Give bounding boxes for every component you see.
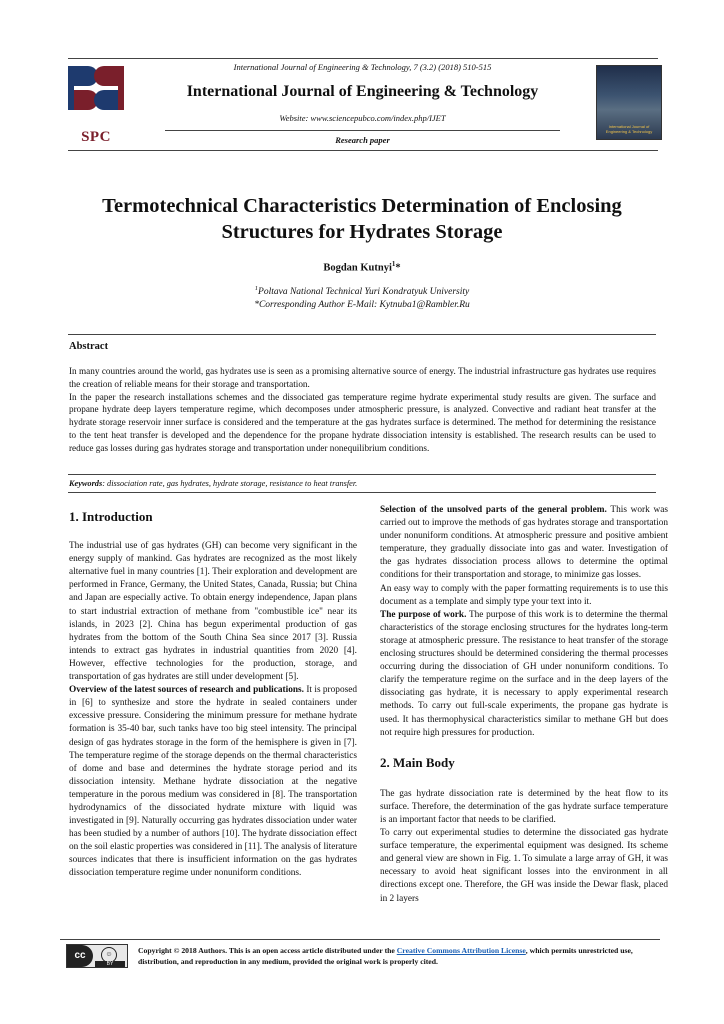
- affiliation-line-2: *Corresponding Author E-Mail: Kytnuba1@Rambler.Ru: [254, 299, 470, 310]
- right-paragraph-3-text: The purpose of this work is to determine the thermal characteristics of the storage enclosing structures for the hydrates long-term storage at atmospheric pressure. The resistance to heat transfer of the storage enclosing structures should be determined considering the thermal processes occurring during the dissociation of GH under nonuniform conditions. To clarify the temperature regime on the surface and in the deep layers of the dissociating gas hydrate, it is necessary to apply experimental research methods. To carry out full-scale experiments, the propane gas hydrate is used. It has thermophysical characteristics similar to methane GH but does not require high pressures for production.: [380, 609, 668, 738]
- right-paragraph-3: [380, 609, 668, 740]
- intro-paragraph-1: The industrial use of gas hydrates (GH) can become very significant in the energy supply of mankind. Gas hydrates are recognized as the most likely alternative fuel in many countries [1]. Their exploration and development are performed in France, Germany, the United States, Canada, Russia; but China and Japan are especially active. To obtain energy independence, Japan plans to start industrial extraction of methane from "combustible ice" near its islands, in 2023 [2]. China has begun experimental production of gas hydrates from the bottom of the South China Sea since 2017 [3]. Russia intends to extract gas hydrates in industrial quantities from 2020 [4]. However, effective technologies for the production, storage, and transportation of gas hydrates are still under development [5].: [69, 541, 357, 683]
- intro-paragraph-2-bold: Overview of the latest sources of research and publications.: [69, 685, 304, 696]
- person-icon: ☺: [101, 947, 117, 963]
- header-bottom-rule: [68, 150, 658, 151]
- keywords-label: Keywords: [69, 479, 103, 488]
- left-column: [69, 510, 357, 881]
- author-superscript: 1: [391, 260, 396, 268]
- intro-paragraph-2-text: It is proposed in [6] to synthesize and store the hydrate in sealed containers under excessive pressure. Considering the minimum pressure for methane hydrate formation is 35-40 bar, such tanks have too big steel intensity. The principal design of gas hydrates storage in the form of the hemisphere is given in [7]. The temperature regime of the storage depends on the thermal characteristics of dome and base and determines the hydrate storage period and its dissociation intensity. Methane hydrate dissociation at the negative temperature in the porous medium was considered in [8]. The transportation hydrodynamics of the dissociated hydrate mixture with liquid was investigated in [9]. Naturally occurring gas hydrates dissociation under water has been studied by a number of authors [10]. The hydrate dissociation effect on the soil elastic properties was considered in [11]. The analysis of literature sources indicates that there is insufficient information on the gas hydrates dissociation temperature regime under nonuniform conditions.: [69, 685, 357, 879]
- affiliation: [150, 283, 574, 311]
- header-top-rule: [68, 58, 658, 59]
- header-inner-rule: [165, 130, 560, 131]
- author-name: [200, 260, 524, 274]
- keywords-text: : dissociation rate, gas hydrates, hydrate storage, resistance to heat transfer.: [102, 479, 358, 488]
- abstract-paragraph-2: In the paper the research installations schemes and the dissociated gas temperature regime hydrate experimental study results are given. The surface and propane hydrate deep layers temperature regime, which decomposes under atmospheric pressure, is analyzed. Convective and radiant heat transfer at the hydrate storage reservoir inner surface is considered and the temperature at the gas hydrates surface is determined. The method for determining the resistance to the tent heat transfer is developed and the dependence for the propane hydrate dissociation intensity is established. The research results can be used to reduce gas losses during gas hydrates storage and transportation under nonequilibrium conditions.: [69, 391, 656, 453]
- copyright-text-b: , which permits unrestricted use, distribution, and reproduction in any medium, provided the original work is properly cited.: [138, 946, 633, 966]
- cc-badge-text: cc: [67, 945, 93, 967]
- author-name-text: Bogdan Kutnyi: [323, 262, 392, 274]
- right-paragraph-2: An easy way to comply with the paper formatting requirements is to use this document as a template and simply type your text into it.: [380, 583, 668, 607]
- journal-cover-image: [596, 65, 662, 140]
- right-paragraph-1: [380, 504, 668, 583]
- journal-title: International Journal of Engineering & Technology: [186, 83, 539, 100]
- right-column: [380, 504, 668, 906]
- intro-paragraph-2: [69, 684, 357, 880]
- keywords-bottom-rule: [68, 492, 656, 493]
- affiliation-line-1: Poltava National Technical Yuri Kondratyuk University: [258, 287, 470, 298]
- affiliation-superscript: 1: [254, 285, 259, 292]
- paper-type-label: Research paper: [335, 135, 390, 145]
- right-paragraph-1-bold: Selection of the unsolved parts of the general problem.: [380, 505, 607, 515]
- section-2-heading: 2. Main Body: [380, 754, 455, 770]
- keywords: [69, 479, 656, 488]
- right-paragraph-3-bold: The purpose of work.: [380, 609, 467, 620]
- paper-title-line-1: Termotechnical Characteristics Determination of Enclosing: [102, 195, 622, 217]
- abstract-bottom-rule: [68, 474, 656, 475]
- license-link[interactable]: Creative Commons Attribution License: [396, 946, 526, 955]
- abstract-paragraph-1: In many countries around the world, gas hydrates use is seen as a promising alternative source of energy. The industrial infrastructure gas hydrates use requires the creation of reliable means for their storage and transportation.: [69, 366, 656, 389]
- creative-commons-badge: [66, 944, 128, 968]
- abstract-top-rule: [68, 334, 656, 335]
- section-1-heading: 1. Introduction: [69, 509, 153, 524]
- journal-citation-line: International Journal of Engineering & Technology, 7 (3.2) (2018) 510-515: [233, 62, 492, 72]
- copyright-text-a: Copyright © 2018 Authors. This is an open access article distributed under the: [138, 946, 397, 955]
- cover-title: International Journal of Engineering & Technology: [605, 124, 653, 134]
- abstract-body: [69, 365, 656, 455]
- paper-title-line-2: Structures for Hydrates Storage: [221, 221, 503, 243]
- right-paragraph-1-text: This work was carried out to improve the methods of gas hydrates storage and transportation under nonuniform conditions. At atmospheric pressure and positive ambient temperature, they gradually dissociate into gas and water. Investigation of the gas hydrates dissociation process allows to determine the optimal conditions for their transportation and storage, to minimize gas losses.: [380, 505, 668, 581]
- footer-rule: [60, 939, 660, 940]
- author-corresponding-mark: *: [395, 262, 401, 274]
- journal-website: Website: www.sciencepubco.com/index.php/IJET: [279, 113, 446, 123]
- main-body-paragraph-2: To carry out experimental studies to determine the dissociated gas hydrate surface temperature, the experimental equipment was designed. Its scheme and general view are shown in Fig. 1. To simulate a large array of GH, it was necessary to avoid heat significant losses into the environment in all directions except one. Therefore, the GH was inside the Dewar flask, placed in 2 layers: [380, 828, 668, 904]
- copyright-notice: [138, 945, 658, 967]
- main-body-paragraph-1: The gas hydrate dissociation rate is determined by the heat flow to its surface. Therefore, the determination of the gas hydrate surface temperature is an important factor that needs to be clarified.: [380, 788, 668, 825]
- logo-text: SPC: [81, 129, 111, 145]
- abstract-heading: Abstract: [69, 341, 109, 352]
- paper-title: [72, 193, 652, 245]
- cc-by-label: BY: [95, 961, 125, 967]
